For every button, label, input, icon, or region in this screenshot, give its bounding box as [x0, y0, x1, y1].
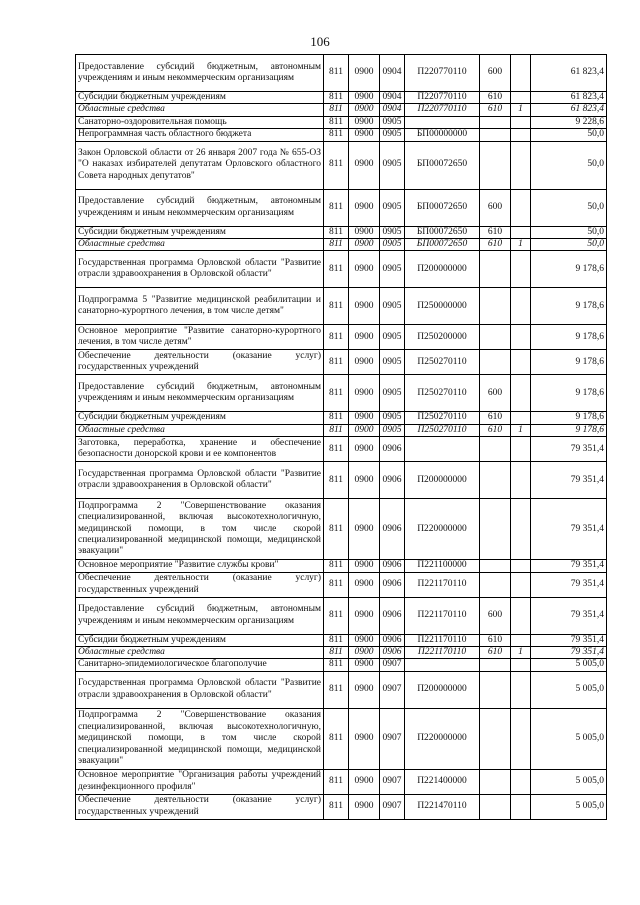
row-name: Заготовка, переработка, хранение и обеспечение безопасности донорской крови и ее компонентов — [76, 437, 324, 462]
funding-source-code — [511, 659, 531, 671]
department-code: 811 — [324, 708, 349, 769]
department-code: 811 — [324, 129, 349, 141]
funding-source-code — [511, 226, 531, 238]
section-code: 0900 — [349, 769, 380, 794]
section-code: 0900 — [349, 437, 380, 462]
target-article-code — [405, 659, 480, 671]
subsection-code: 0905 — [380, 141, 405, 189]
subsection-code: 0906 — [380, 462, 405, 499]
row-amount: 79 351,4 — [531, 437, 607, 462]
row-name: Закон Орловской области от 26 января 2007 года № 655-ОЗ "О наказах избирателей депутатам Орловского областного Совета народных депутатов" — [76, 141, 324, 189]
budget-table — [75, 54, 607, 820]
funding-source-code — [511, 375, 531, 412]
subsection-code: 0904 — [380, 92, 405, 104]
subsection-code: 0906 — [380, 634, 405, 646]
expense-type-code — [480, 116, 511, 128]
funding-source-code — [511, 572, 531, 597]
row-amount: 79 351,4 — [531, 572, 607, 597]
row-amount: 79 351,4 — [531, 647, 607, 659]
table-row — [76, 671, 607, 708]
section-code: 0900 — [349, 350, 380, 375]
funding-source-code — [511, 288, 531, 325]
row-amount: 5 005,0 — [531, 708, 607, 769]
row-name: Субсидии бюджетным учреждениям — [76, 634, 324, 646]
row-name: Основное мероприятие "Развитие службы крови" — [76, 560, 324, 572]
table-row — [76, 659, 607, 671]
subsection-code: 0905 — [380, 325, 405, 350]
subsection-code: 0905 — [380, 350, 405, 375]
section-code: 0900 — [349, 226, 380, 238]
department-code: 811 — [324, 141, 349, 189]
row-amount: 79 351,4 — [531, 634, 607, 646]
target-article-code: П250270110 — [405, 350, 480, 375]
funding-source-code: 1 — [511, 239, 531, 251]
section-code: 0900 — [349, 251, 380, 288]
row-amount: 79 351,4 — [531, 597, 607, 634]
funding-source-code — [511, 129, 531, 141]
subsection-code: 0905 — [380, 116, 405, 128]
table-row — [76, 141, 607, 189]
expense-type-code — [480, 671, 511, 708]
department-code: 811 — [324, 350, 349, 375]
subsection-code: 0906 — [380, 572, 405, 597]
section-code: 0900 — [349, 116, 380, 128]
department-code: 811 — [324, 325, 349, 350]
section-code: 0900 — [349, 708, 380, 769]
department-code: 811 — [324, 634, 349, 646]
expense-type-code — [480, 499, 511, 560]
subsection-code: 0905 — [380, 288, 405, 325]
department-code: 811 — [324, 499, 349, 560]
department-code: 811 — [324, 375, 349, 412]
target-article-code: П221170110 — [405, 647, 480, 659]
row-name: Подпрограмма 2 "Совершенствование оказания специализированной, включая высокотехнологичную, медицинской помощи, в том числе скорой специализированной медицинской помощи, медицинской эвакуации" — [76, 499, 324, 560]
department-code: 811 — [324, 572, 349, 597]
target-article-code: БП00072650 — [405, 141, 480, 189]
expense-type-code — [480, 794, 511, 819]
target-article-code: П250200000 — [405, 325, 480, 350]
section-code: 0900 — [349, 560, 380, 572]
funding-source-code — [511, 560, 531, 572]
subsection-code: 0907 — [380, 708, 405, 769]
funding-source-code — [511, 251, 531, 288]
row-name: Государственная программа Орловской области "Развитие отрасли здравоохранения в Орловской области" — [76, 251, 324, 288]
table-row — [76, 499, 607, 560]
row-name: Непрограммная часть областного бюджета — [76, 129, 324, 141]
section-code: 0900 — [349, 412, 380, 424]
row-name: Предоставление субсидий бюджетным, автономным учреждениям и иным некоммерческим организациям — [76, 55, 324, 92]
table-row — [76, 708, 607, 769]
subsection-code: 0904 — [380, 55, 405, 92]
row-amount: 79 351,4 — [531, 499, 607, 560]
row-amount: 61 823,4 — [531, 92, 607, 104]
target-article-code: П221470110 — [405, 794, 480, 819]
department-code: 811 — [324, 55, 349, 92]
subsection-code: 0905 — [380, 251, 405, 288]
table-row — [76, 251, 607, 288]
department-code: 811 — [324, 116, 349, 128]
row-name: Субсидии бюджетным учреждениям — [76, 226, 324, 238]
row-amount: 50,0 — [531, 226, 607, 238]
row-name: Подпрограмма 5 "Развитие медицинской реабилитации и санаторно-курортного лечения, в том числе детям" — [76, 288, 324, 325]
row-amount: 50,0 — [531, 189, 607, 226]
table-row — [76, 189, 607, 226]
funding-source-code — [511, 671, 531, 708]
table-row — [76, 462, 607, 499]
section-code: 0900 — [349, 129, 380, 141]
department-code: 811 — [324, 769, 349, 794]
funding-source-code — [511, 597, 531, 634]
section-code: 0900 — [349, 288, 380, 325]
subsection-code: 0905 — [380, 189, 405, 226]
funding-source-code — [511, 462, 531, 499]
department-code: 811 — [324, 671, 349, 708]
row-amount: 50,0 — [531, 129, 607, 141]
expense-type-code: 610 — [480, 424, 511, 436]
page-number: 106 — [310, 34, 330, 49]
section-code: 0900 — [349, 239, 380, 251]
expense-type-code: 600 — [480, 375, 511, 412]
department-code: 811 — [324, 794, 349, 819]
row-amount: 9 178,6 — [531, 375, 607, 412]
department-code: 811 — [324, 437, 349, 462]
department-code: 811 — [324, 462, 349, 499]
row-name: Предоставление субсидий бюджетным, автономным учреждениям и иным некоммерческим организациям — [76, 597, 324, 634]
row-amount: 9 178,6 — [531, 288, 607, 325]
target-article-code: П250270110 — [405, 424, 480, 436]
target-article-code: П220000000 — [405, 499, 480, 560]
funding-source-code — [511, 350, 531, 375]
funding-source-code — [511, 141, 531, 189]
row-name: Областные средства — [76, 424, 324, 436]
expense-type-code — [480, 572, 511, 597]
budget-table-body — [76, 55, 607, 820]
department-code: 811 — [324, 412, 349, 424]
subsection-code: 0905 — [380, 412, 405, 424]
row-amount: 5 005,0 — [531, 659, 607, 671]
funding-source-code — [511, 499, 531, 560]
table-row — [76, 129, 607, 141]
target-article-code: П200000000 — [405, 671, 480, 708]
table-row — [76, 375, 607, 412]
table-row — [76, 92, 607, 104]
target-article-code: П250270110 — [405, 375, 480, 412]
target-article-code: БП00072650 — [405, 226, 480, 238]
section-code: 0900 — [349, 597, 380, 634]
target-article-code: П221100000 — [405, 560, 480, 572]
subsection-code: 0906 — [380, 437, 405, 462]
row-name: Субсидии бюджетным учреждениям — [76, 92, 324, 104]
table-row — [76, 597, 607, 634]
row-name: Обеспечение деятельности (оказание услуг) государственных учреждений — [76, 350, 324, 375]
table-row — [76, 437, 607, 462]
section-code: 0900 — [349, 92, 380, 104]
expense-type-code — [480, 708, 511, 769]
subsection-code: 0905 — [380, 424, 405, 436]
target-article-code: БП00000000 — [405, 129, 480, 141]
row-name: Государственная программа Орловской области "Развитие отрасли здравоохранения в Орловской области" — [76, 671, 324, 708]
subsection-code: 0906 — [380, 499, 405, 560]
expense-type-code: 610 — [480, 226, 511, 238]
department-code: 811 — [324, 647, 349, 659]
section-code: 0900 — [349, 104, 380, 116]
department-code: 811 — [324, 226, 349, 238]
target-article-code: П220770110 — [405, 104, 480, 116]
row-name: Субсидии бюджетным учреждениям — [76, 412, 324, 424]
row-amount: 9 178,6 — [531, 251, 607, 288]
department-code: 811 — [324, 659, 349, 671]
subsection-code: 0907 — [380, 671, 405, 708]
subsection-code: 0904 — [380, 104, 405, 116]
target-article-code — [405, 437, 480, 462]
row-name: Подпрограмма 2 "Совершенствование оказания специализированной, включая высокотехнологичную, медицинской помощи, в том числе скорой специализированной медицинской помощи, медицинской эвакуации" — [76, 708, 324, 769]
row-amount: 50,0 — [531, 141, 607, 189]
table-row — [76, 325, 607, 350]
expense-type-code: 600 — [480, 597, 511, 634]
row-name: Областные средства — [76, 647, 324, 659]
department-code: 811 — [324, 288, 349, 325]
target-article-code: П250270110 — [405, 412, 480, 424]
section-code: 0900 — [349, 462, 380, 499]
section-code: 0900 — [349, 189, 380, 226]
subsection-code: 0905 — [380, 239, 405, 251]
funding-source-code — [511, 412, 531, 424]
section-code: 0900 — [349, 499, 380, 560]
department-code: 811 — [324, 189, 349, 226]
funding-source-code — [511, 437, 531, 462]
funding-source-code — [511, 116, 531, 128]
table-row — [76, 55, 607, 92]
table-row — [76, 104, 607, 116]
table-row — [76, 412, 607, 424]
row-amount: 5 005,0 — [531, 794, 607, 819]
subsection-code: 0907 — [380, 794, 405, 819]
row-name: Обеспечение деятельности (оказание услуг) государственных учреждений — [76, 572, 324, 597]
subsection-code: 0907 — [380, 769, 405, 794]
funding-source-code — [511, 325, 531, 350]
subsection-code: 0906 — [380, 560, 405, 572]
section-code: 0900 — [349, 375, 380, 412]
expense-type-code — [480, 560, 511, 572]
table-row — [76, 226, 607, 238]
department-code: 811 — [324, 560, 349, 572]
row-name: Санаторно-оздоровительная помощь — [76, 116, 324, 128]
expense-type-code — [480, 288, 511, 325]
target-article-code: П221170110 — [405, 597, 480, 634]
section-code: 0900 — [349, 647, 380, 659]
expense-type-code — [480, 437, 511, 462]
target-article-code: П221170110 — [405, 572, 480, 597]
expense-type-code — [480, 462, 511, 499]
funding-source-code — [511, 794, 531, 819]
row-amount: 61 823,4 — [531, 55, 607, 92]
target-article-code: БП00072650 — [405, 239, 480, 251]
row-name: Основное мероприятие "Развитие санаторно-курортного лечения, в том числе детям" — [76, 325, 324, 350]
section-code: 0900 — [349, 659, 380, 671]
expense-type-code: 610 — [480, 239, 511, 251]
expense-type-code: 610 — [480, 92, 511, 104]
table-row — [76, 634, 607, 646]
expense-type-code: 610 — [480, 634, 511, 646]
table-row — [76, 288, 607, 325]
target-article-code: П220000000 — [405, 708, 480, 769]
row-amount: 5 005,0 — [531, 769, 607, 794]
row-name: Государственная программа Орловской области "Развитие отрасли здравоохранения в Орловской области" — [76, 462, 324, 499]
section-code: 0900 — [349, 572, 380, 597]
funding-source-code — [511, 769, 531, 794]
row-name: Санитарно-эпидемиологическое благополучие — [76, 659, 324, 671]
section-code: 0900 — [349, 794, 380, 819]
row-amount: 50,0 — [531, 239, 607, 251]
target-article-code: П220770110 — [405, 55, 480, 92]
row-name: Предоставление субсидий бюджетным, автономным учреждениям и иным некоммерческим организациям — [76, 375, 324, 412]
expense-type-code — [480, 659, 511, 671]
target-article-code: П220770110 — [405, 92, 480, 104]
subsection-code: 0905 — [380, 226, 405, 238]
funding-source-code — [511, 55, 531, 92]
department-code: 811 — [324, 251, 349, 288]
funding-source-code — [511, 92, 531, 104]
funding-source-code — [511, 708, 531, 769]
table-row — [76, 239, 607, 251]
section-code: 0900 — [349, 671, 380, 708]
row-amount: 9 178,6 — [531, 325, 607, 350]
table-row — [76, 424, 607, 436]
section-code: 0900 — [349, 325, 380, 350]
row-amount: 9 178,6 — [531, 350, 607, 375]
expense-type-code — [480, 769, 511, 794]
table-row — [76, 572, 607, 597]
target-article-code: П200000000 — [405, 462, 480, 499]
subsection-code: 0907 — [380, 659, 405, 671]
target-article-code: П250000000 — [405, 288, 480, 325]
target-article-code: П221170110 — [405, 634, 480, 646]
row-name: Предоставление субсидий бюджетным, автономным учреждениям и иным некоммерческим организациям — [76, 189, 324, 226]
department-code: 811 — [324, 104, 349, 116]
expense-type-code — [480, 350, 511, 375]
section-code: 0900 — [349, 634, 380, 646]
department-code: 811 — [324, 239, 349, 251]
funding-source-code — [511, 634, 531, 646]
row-amount: 9 228,6 — [531, 116, 607, 128]
target-article-code: П200000000 — [405, 251, 480, 288]
subsection-code: 0905 — [380, 129, 405, 141]
row-amount: 5 005,0 — [531, 671, 607, 708]
table-row — [76, 794, 607, 819]
row-name: Основное мероприятие "Организация работы учреждений дезинфекционного профиля" — [76, 769, 324, 794]
department-code: 811 — [324, 597, 349, 634]
row-amount: 9 178,6 — [531, 424, 607, 436]
expense-type-code: 600 — [480, 55, 511, 92]
row-name: Обеспечение деятельности (оказание услуг) государственных учреждений — [76, 794, 324, 819]
expense-type-code: 610 — [480, 647, 511, 659]
department-code: 811 — [324, 424, 349, 436]
funding-source-code: 1 — [511, 647, 531, 659]
expense-type-code: 610 — [480, 412, 511, 424]
department-code: 811 — [324, 92, 349, 104]
table-row — [76, 116, 607, 128]
table-row — [76, 350, 607, 375]
table-row — [76, 560, 607, 572]
target-article-code: П221400000 — [405, 769, 480, 794]
table-row — [76, 769, 607, 794]
expense-type-code: 600 — [480, 189, 511, 226]
row-amount: 61 823,4 — [531, 104, 607, 116]
row-name: Областные средства — [76, 104, 324, 116]
expense-type-code — [480, 325, 511, 350]
row-amount: 79 351,4 — [531, 462, 607, 499]
table-row — [76, 647, 607, 659]
expense-type-code — [480, 251, 511, 288]
subsection-code: 0906 — [380, 647, 405, 659]
section-code: 0900 — [349, 55, 380, 92]
subsection-code: 0905 — [380, 375, 405, 412]
section-code: 0900 — [349, 424, 380, 436]
funding-source-code: 1 — [511, 104, 531, 116]
target-article-code — [405, 116, 480, 128]
funding-source-code — [511, 189, 531, 226]
row-amount: 79 351,4 — [531, 560, 607, 572]
row-name: Областные средства — [76, 239, 324, 251]
row-amount: 9 178,6 — [531, 412, 607, 424]
target-article-code: БП00072650 — [405, 189, 480, 226]
expense-type-code — [480, 141, 511, 189]
subsection-code: 0906 — [380, 597, 405, 634]
expense-type-code: 610 — [480, 104, 511, 116]
expense-type-code — [480, 129, 511, 141]
funding-source-code: 1 — [511, 424, 531, 436]
section-code: 0900 — [349, 141, 380, 189]
